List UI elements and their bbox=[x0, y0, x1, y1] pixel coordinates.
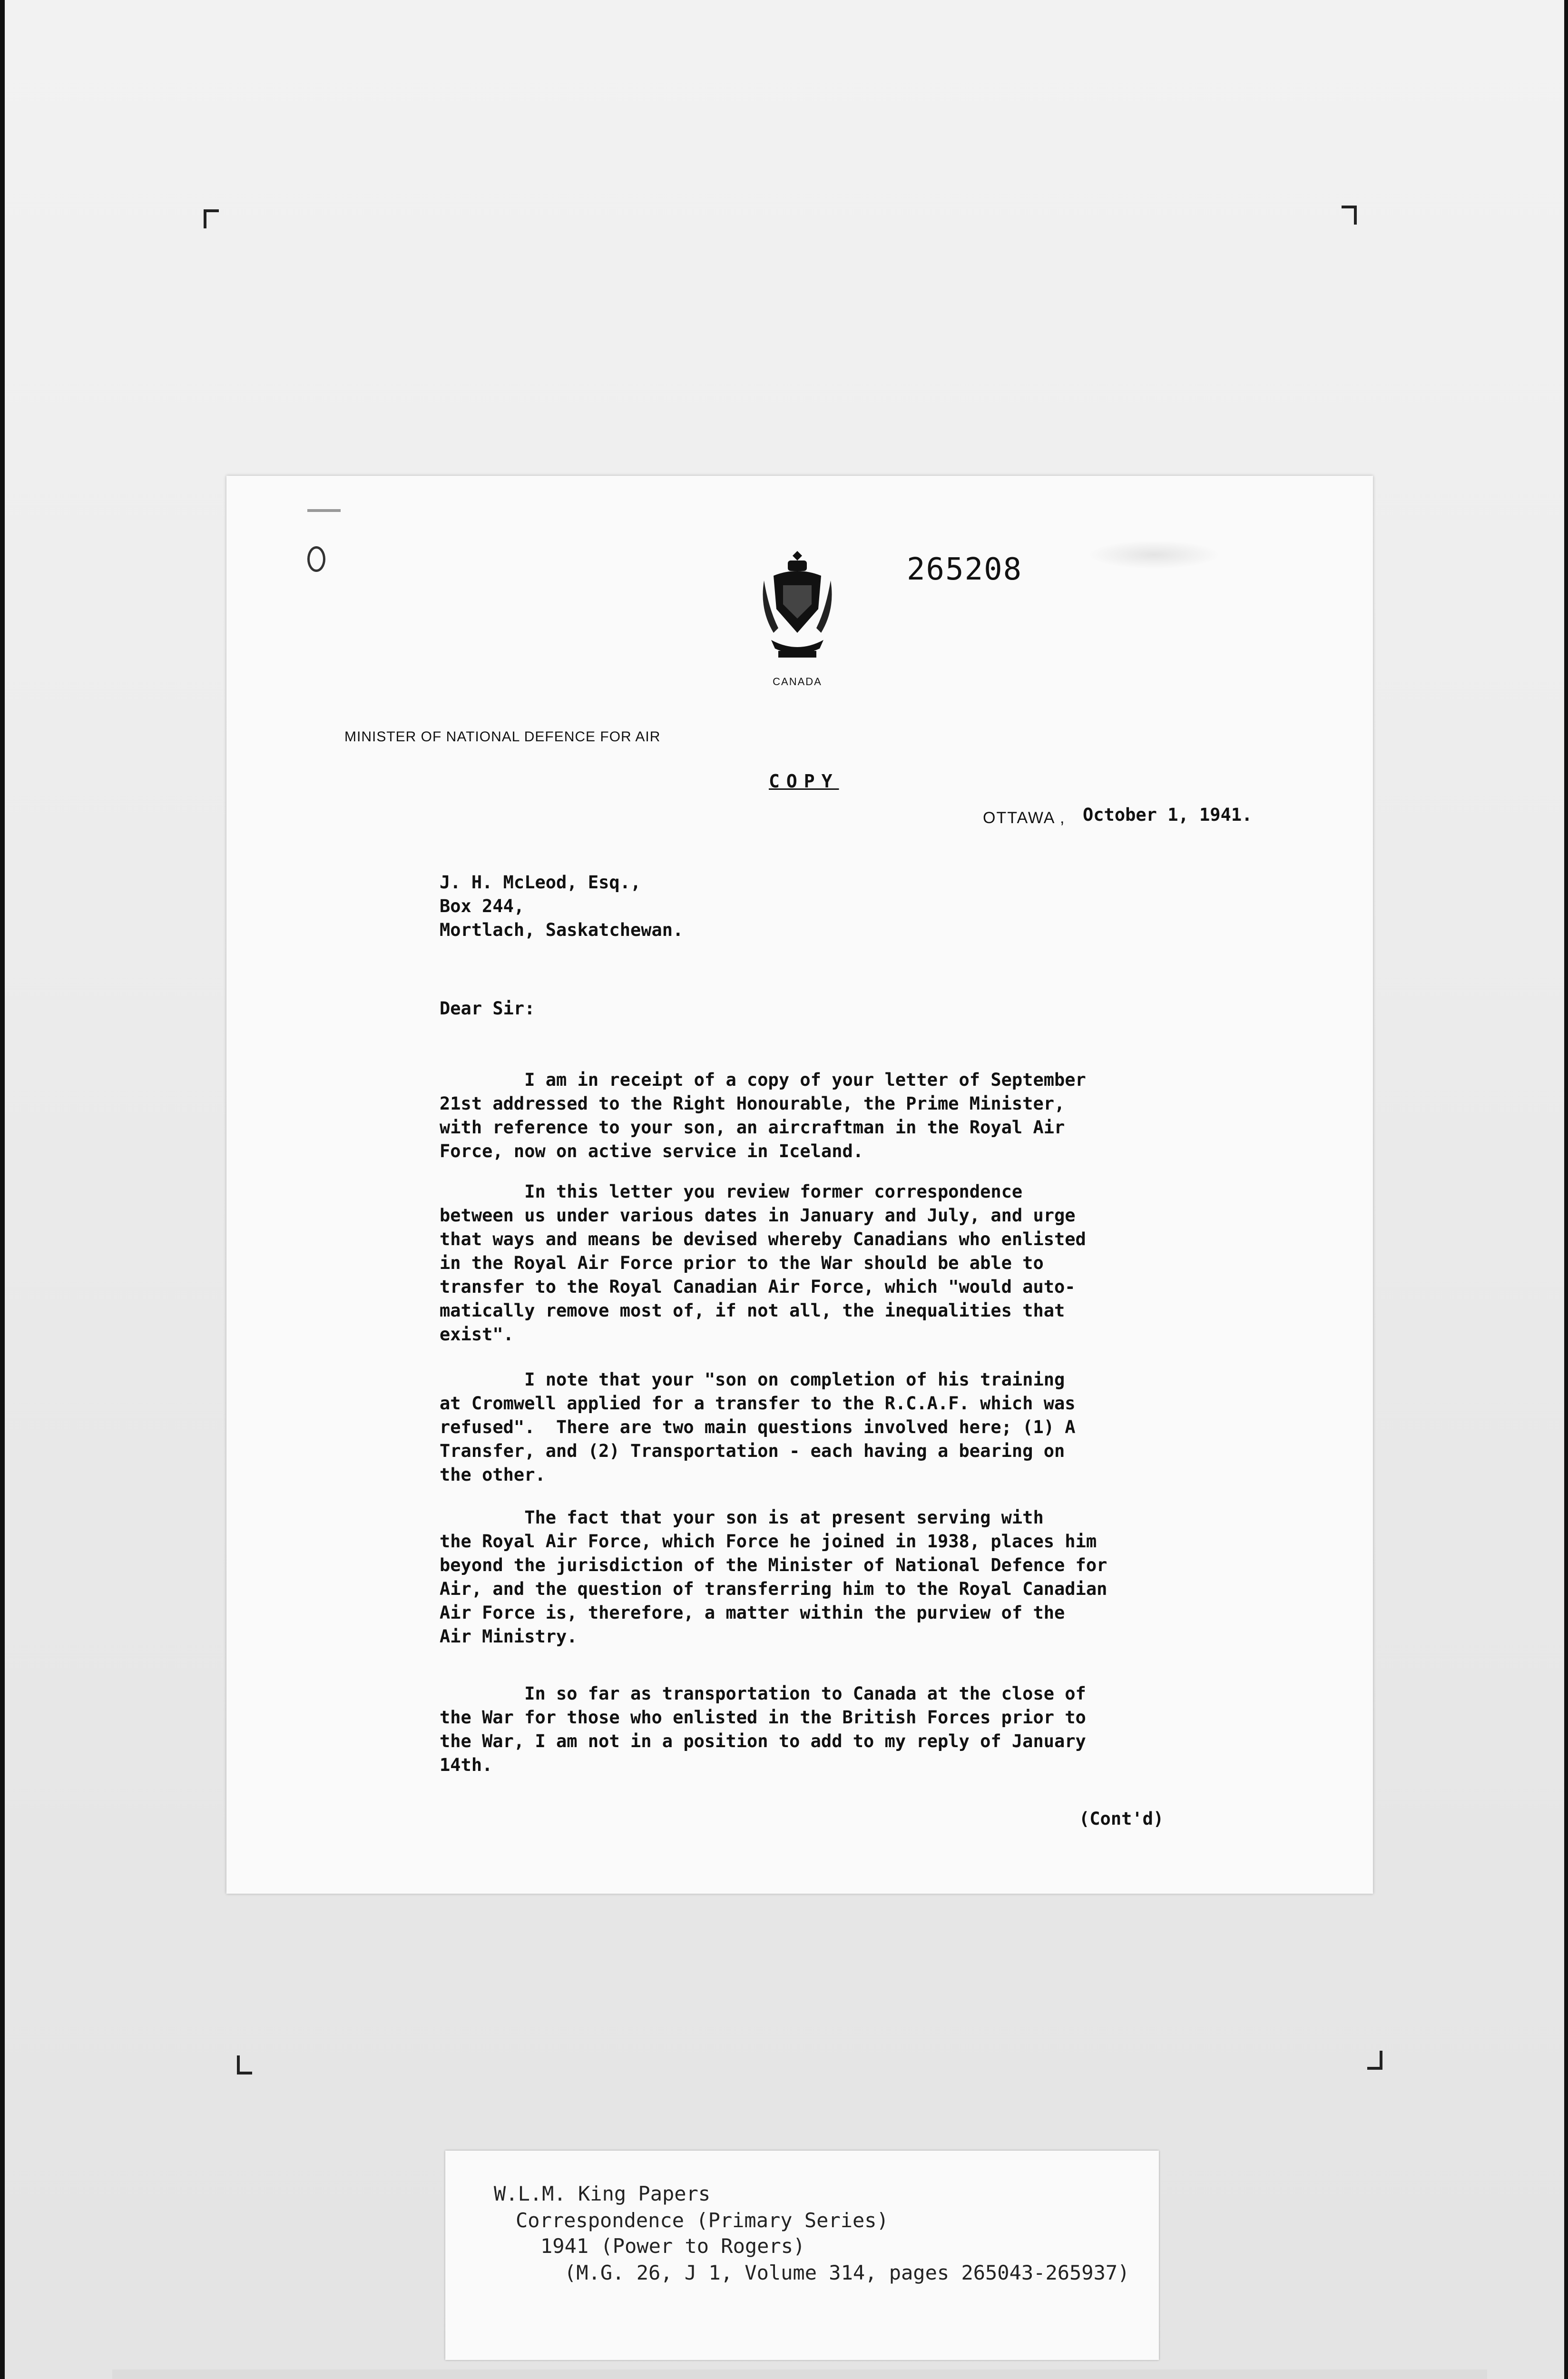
recipient-name: J. H. McLeod, Esq., bbox=[440, 872, 641, 893]
coat-of-arms-icon bbox=[759, 547, 835, 666]
place-label: OTTAWA , bbox=[983, 809, 1066, 827]
recipient-town: Mortlach, Saskatchewan. bbox=[440, 920, 684, 940]
archive-volume: (M.G. 26, J 1, Volume 314, pages 265043-265937) bbox=[564, 2261, 1130, 2284]
crop-mark-bottom-right bbox=[1367, 2051, 1382, 2070]
archive-collection: W.L.M. King Papers bbox=[494, 2182, 711, 2205]
letter-page bbox=[226, 476, 1373, 1894]
paper-smudge bbox=[1088, 541, 1221, 569]
crest-label: CANADA bbox=[773, 676, 822, 688]
salutation: Dear Sir: bbox=[440, 998, 535, 1019]
paragraph-2: In this letter you review former correspondence between us under various dates in January and July, and urge that ways and means be devised whereby Canadians who enlisted in the Royal Air Force prior to the War should be able to transfer to the Royal Canadian Air Force, which "would auto- matically remove most of, if not all, the inequalities that exist". bbox=[440, 1181, 1086, 1345]
document-number: 265208 bbox=[907, 552, 1023, 587]
crop-mark-top-right bbox=[1342, 206, 1357, 225]
recipient-box: Box 244, bbox=[440, 896, 525, 916]
public-archives-plate bbox=[112, 2369, 1487, 2379]
paragraph-4: The fact that your son is at present serving with the Royal Air Force, which Force he joined in 1938, places him beyond the jurisdiction of the Minister of National Defence for Air, and the question of transferring him to the Royal Canadian Air Force is, therefore, a matter within the purview of the Air Ministry. bbox=[440, 1507, 1107, 1647]
paragraph-1: I am in receipt of a copy of your letter of September 21st addressed to the Right Honourable, the Prime Minister, with reference to your son, an aircraftman in the Royal Air Force, now on active service in Iceland. bbox=[440, 1070, 1086, 1161]
letter-date: October 1, 1941. bbox=[1083, 805, 1253, 825]
circle-mark bbox=[307, 546, 325, 572]
copy-label: COPY bbox=[769, 771, 839, 792]
archive-reference-label bbox=[445, 2151, 1159, 2360]
paragraph-3: I note that your "son on completion of his training at Cromwell applied for a transfer to the R.C.A.F. which was refused". There are two main questions involved here; (1) A Transfer, and (2) Transportation - each having a bearing on the other. bbox=[440, 1369, 1076, 1485]
pencil-mark bbox=[307, 509, 341, 512]
archive-series: Correspondence (Primary Series) bbox=[516, 2209, 889, 2232]
crop-mark-bottom-left bbox=[237, 2055, 252, 2074]
archive-year: 1941 (Power to Rogers) bbox=[540, 2234, 805, 2258]
recipient-address bbox=[440, 871, 683, 942]
film-edge-left bbox=[0, 0, 5, 2379]
film-edge-right bbox=[1564, 0, 1568, 2379]
paragraph-5: In so far as transportation to Canada at the close of the War for those who enlisted in the British Forces prior to the War, I am not in a position to add to my reply of January 14th. bbox=[440, 1683, 1086, 1775]
letterhead: MINISTER OF NATIONAL DEFENCE FOR AIR bbox=[344, 729, 661, 745]
crop-mark-top-left bbox=[204, 209, 219, 228]
continued-label: (Cont'd) bbox=[1079, 1809, 1164, 1829]
